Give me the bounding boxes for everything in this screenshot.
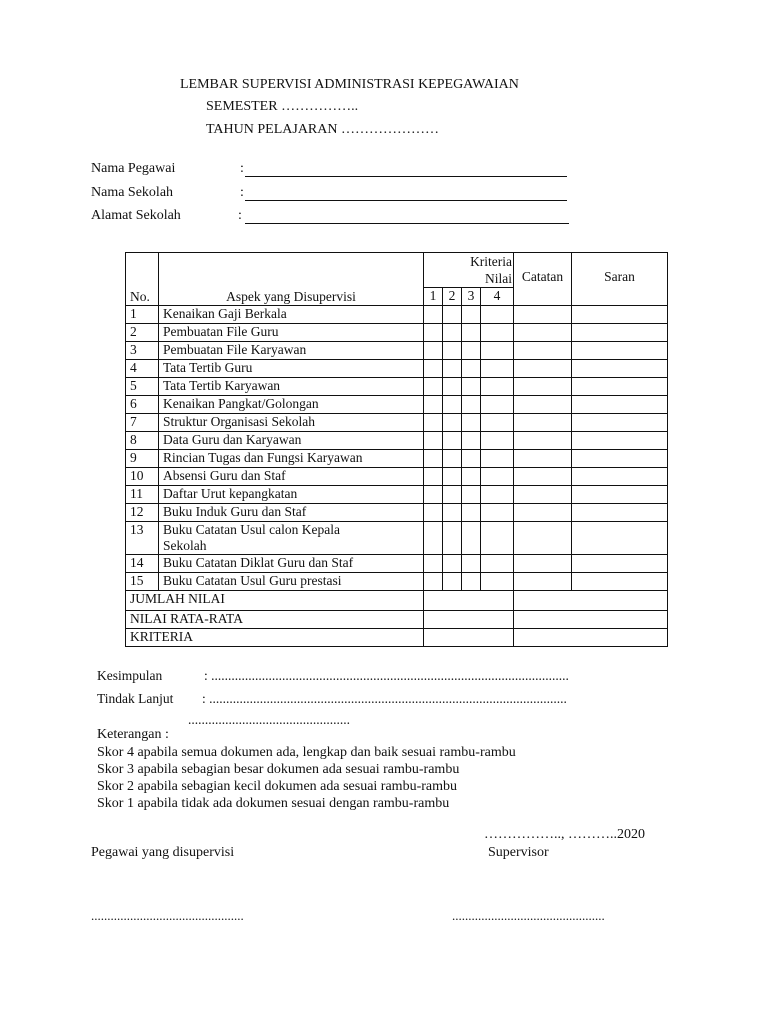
score-cell[interactable]	[424, 432, 443, 450]
saran-cell[interactable]	[572, 378, 668, 396]
score-cell[interactable]	[462, 396, 481, 414]
catatan-cell[interactable]	[514, 414, 572, 432]
score-cell[interactable]	[462, 360, 481, 378]
score-cell[interactable]	[424, 573, 443, 591]
employee-signature-label: Pegawai yang disupervisi	[91, 845, 235, 860]
col-header-aspek: Aspek yang Disupervisi	[159, 253, 424, 306]
score-cell[interactable]	[481, 486, 514, 504]
table-row	[126, 486, 668, 504]
saran-cell[interactable]	[572, 468, 668, 486]
catatan-cell[interactable]	[514, 555, 572, 573]
summary-value-cell[interactable]	[424, 591, 514, 611]
table-row	[126, 504, 668, 522]
keterangan-item: Skor 3 apabila sebagian besar dokumen ada sesuai rambu-rambu	[97, 762, 460, 777]
row-aspek-line1: Buku Catatan Usul calon Kepala	[163, 522, 340, 537]
score-cell[interactable]	[424, 324, 443, 342]
row-no: 7	[126, 414, 159, 432]
school-address-colon: :	[238, 208, 242, 223]
school-address-label: Alamat Sekolah	[91, 208, 181, 223]
catatan-cell[interactable]	[514, 522, 572, 555]
table-row	[126, 306, 668, 324]
score-cell[interactable]	[481, 432, 514, 450]
score-cell[interactable]	[462, 378, 481, 396]
score-cell[interactable]	[462, 414, 481, 432]
score-cell[interactable]	[443, 522, 462, 555]
summary-value-cell[interactable]	[424, 629, 514, 647]
table-row	[126, 432, 668, 450]
row-no: 13	[126, 522, 159, 555]
keterangan-item: Skor 4 apabila semua dokumen ada, lengkap dan baik sesuai rambu-rambu	[97, 745, 516, 760]
table-row	[126, 324, 668, 342]
summary-label: NILAI RATA-RATA	[126, 611, 424, 629]
score-cell[interactable]	[481, 360, 514, 378]
employee-name-line[interactable]	[245, 176, 567, 177]
score-cell[interactable]	[443, 486, 462, 504]
score-cell[interactable]	[481, 342, 514, 360]
row-no: 4	[126, 360, 159, 378]
score-cell[interactable]	[424, 396, 443, 414]
table-row	[126, 468, 668, 486]
score-cell[interactable]	[462, 306, 481, 324]
semester-line: SEMESTER ……………..	[206, 99, 359, 114]
saran-cell[interactable]	[572, 360, 668, 378]
summary-label: KRITERIA	[126, 629, 424, 647]
catatan-cell[interactable]	[514, 486, 572, 504]
row-aspek: Buku Induk Guru dan Staf	[159, 504, 424, 522]
catatan-cell[interactable]	[514, 573, 572, 591]
score-cell[interactable]	[443, 306, 462, 324]
score-cell[interactable]	[424, 468, 443, 486]
catatan-cell[interactable]	[514, 396, 572, 414]
keterangan-item: Skor 2 apabila sebagian kecil dokumen ada sesuai rambu-rambu	[97, 779, 457, 794]
row-aspek: Rincian Tugas dan Fungsi Karyawan	[159, 450, 424, 468]
row-aspek: Pembuatan File Karyawan	[159, 342, 424, 360]
school-name-label: Nama Sekolah	[91, 185, 174, 200]
row-no: 2	[126, 324, 159, 342]
supervisor-signature-label: Supervisor	[488, 845, 549, 860]
employee-name-colon: :	[240, 161, 244, 176]
saran-cell[interactable]	[572, 432, 668, 450]
score-cell[interactable]	[462, 450, 481, 468]
row-no: 6	[126, 396, 159, 414]
saran-cell[interactable]	[572, 522, 668, 555]
score-cell[interactable]	[481, 504, 514, 522]
score-col-1: 1	[424, 288, 443, 306]
keterangan-title: Keterangan :	[97, 727, 169, 742]
score-cell[interactable]	[443, 504, 462, 522]
document-title: LEMBAR SUPERVISI ADMINISTRASI KEPEGAWAIAN	[180, 77, 519, 92]
score-cell[interactable]	[462, 342, 481, 360]
summary-row-rata	[126, 611, 668, 629]
score-cell[interactable]	[443, 468, 462, 486]
row-no: 14	[126, 555, 159, 573]
row-no: 9	[126, 450, 159, 468]
keterangan-item: Skor 1 apabila tidak ada dokumen sesuai dengan rambu-rambu	[97, 796, 450, 811]
saran-cell[interactable]	[572, 342, 668, 360]
tindak-lanjut-dots-2[interactable]: ................................................	[188, 712, 350, 727]
employee-name-label: Nama Pegawai	[91, 161, 176, 176]
summary-label: JUMLAH NILAI	[126, 591, 424, 611]
row-aspek: Kenaikan Gaji Berkala	[159, 306, 424, 324]
score-cell[interactable]	[424, 414, 443, 432]
saran-cell[interactable]	[572, 450, 668, 468]
row-aspek: Buku Catatan Diklat Guru dan Staf	[159, 555, 424, 573]
score-cell[interactable]	[443, 324, 462, 342]
kesimpulan-label: Kesimpulan	[97, 668, 163, 683]
score-cell[interactable]	[424, 486, 443, 504]
kesimpulan-dots[interactable]: : ..........................................................................................................	[204, 668, 569, 683]
row-aspek: Kenaikan Pangkat/Golongan	[159, 396, 424, 414]
score-cell[interactable]	[462, 324, 481, 342]
catatan-cell[interactable]	[514, 342, 572, 360]
tindak-lanjut-label: Tindak Lanjut	[97, 691, 174, 706]
row-aspek: Tata Tertib Karyawan	[159, 378, 424, 396]
row-aspek: Struktur Organisasi Sekolah	[159, 414, 424, 432]
score-cell[interactable]	[443, 360, 462, 378]
table-row	[126, 522, 668, 555]
score-cell[interactable]	[462, 504, 481, 522]
catatan-cell[interactable]	[514, 306, 572, 324]
saran-cell[interactable]	[572, 324, 668, 342]
score-cell[interactable]	[481, 573, 514, 591]
saran-cell[interactable]	[572, 396, 668, 414]
score-cell[interactable]	[481, 306, 514, 324]
catatan-cell[interactable]	[514, 324, 572, 342]
table-row	[126, 396, 668, 414]
score-cell[interactable]	[481, 378, 514, 396]
saran-cell[interactable]	[572, 555, 668, 573]
row-no: 11	[126, 486, 159, 504]
score-cell[interactable]	[424, 450, 443, 468]
saran-cell[interactable]	[572, 504, 668, 522]
row-no: 3	[126, 342, 159, 360]
table-row	[126, 342, 668, 360]
score-cell[interactable]	[462, 555, 481, 573]
score-cell[interactable]	[443, 573, 462, 591]
supervisor-signature-line[interactable]: ...............................................	[452, 908, 605, 923]
score-cell[interactable]	[443, 396, 462, 414]
catatan-cell[interactable]	[514, 360, 572, 378]
row-aspek-line2: Sekolah	[163, 538, 207, 553]
score-cell[interactable]	[481, 450, 514, 468]
summary-row-jumlah	[126, 591, 668, 611]
col-header-no: No.	[126, 253, 159, 306]
summary-row-kriteria	[126, 629, 668, 647]
score-cell[interactable]	[462, 522, 481, 555]
row-no: 1	[126, 306, 159, 324]
score-cell[interactable]	[462, 432, 481, 450]
score-cell[interactable]	[424, 360, 443, 378]
score-cell[interactable]	[424, 342, 443, 360]
catatan-cell[interactable]	[514, 450, 572, 468]
catatan-cell[interactable]	[514, 504, 572, 522]
catatan-cell[interactable]	[514, 378, 572, 396]
saran-cell[interactable]	[572, 486, 668, 504]
row-aspek: Tata Tertib Guru	[159, 360, 424, 378]
row-aspek	[159, 522, 424, 555]
score-col-2: 2	[443, 288, 462, 306]
school-name-line[interactable]	[245, 200, 567, 201]
table-row	[126, 360, 668, 378]
score-cell[interactable]	[462, 573, 481, 591]
row-aspek: Buku Catatan Usul Guru prestasi	[159, 573, 424, 591]
score-cell[interactable]	[443, 414, 462, 432]
score-cell[interactable]	[443, 342, 462, 360]
summary-value-cell[interactable]	[424, 611, 514, 629]
score-cell[interactable]	[424, 555, 443, 573]
row-aspek: Pembuatan File Guru	[159, 324, 424, 342]
summary-note-cell[interactable]	[514, 591, 668, 611]
score-col-4: 4	[481, 288, 514, 306]
academic-year-line: TAHUN PELAJARAN …………………	[206, 122, 439, 137]
employee-signature-line[interactable]: ...............................................	[91, 908, 244, 923]
score-cell[interactable]	[462, 468, 481, 486]
row-aspek: Data Guru dan Karyawan	[159, 432, 424, 450]
table-row	[126, 378, 668, 396]
col-header-kriteria: Kriteria Nilai	[424, 253, 514, 288]
score-cell[interactable]	[424, 306, 443, 324]
score-cell[interactable]	[481, 396, 514, 414]
score-cell[interactable]	[443, 378, 462, 396]
row-aspek: Daftar Urut kepangkatan	[159, 486, 424, 504]
saran-cell[interactable]	[572, 414, 668, 432]
row-no: 10	[126, 468, 159, 486]
row-no: 12	[126, 504, 159, 522]
saran-cell[interactable]	[572, 573, 668, 591]
score-cell[interactable]	[481, 468, 514, 486]
score-cell[interactable]	[424, 378, 443, 396]
school-address-line[interactable]	[245, 223, 569, 224]
supervision-table	[125, 252, 668, 647]
school-name-colon: :	[240, 185, 244, 200]
table-row	[126, 414, 668, 432]
score-cell[interactable]	[424, 504, 443, 522]
row-no: 8	[126, 432, 159, 450]
tindak-lanjut-dots[interactable]: : ..........................................................................................................	[202, 691, 567, 706]
table-row	[126, 555, 668, 573]
table-row	[126, 573, 668, 591]
score-cell[interactable]	[443, 555, 462, 573]
score-cell[interactable]	[424, 522, 443, 555]
row-no: 15	[126, 573, 159, 591]
catatan-cell[interactable]	[514, 468, 572, 486]
score-cell[interactable]	[481, 324, 514, 342]
score-cell[interactable]	[481, 555, 514, 573]
score-cell[interactable]	[443, 432, 462, 450]
col-header-catatan: Catatan	[514, 253, 572, 306]
summary-note-cell[interactable]	[514, 611, 668, 629]
row-aspek: Absensi Guru dan Staf	[159, 468, 424, 486]
row-no: 5	[126, 378, 159, 396]
score-cell[interactable]	[462, 486, 481, 504]
saran-cell[interactable]	[572, 306, 668, 324]
score-cell[interactable]	[443, 450, 462, 468]
catatan-cell[interactable]	[514, 432, 572, 450]
score-col-3: 3	[462, 288, 481, 306]
signature-date[interactable]: …………….., ………..2020	[484, 827, 645, 842]
score-cell[interactable]	[481, 414, 514, 432]
table-row	[126, 450, 668, 468]
summary-note-cell[interactable]	[514, 629, 668, 647]
score-cell[interactable]	[481, 522, 514, 555]
col-header-saran: Saran	[572, 253, 668, 306]
